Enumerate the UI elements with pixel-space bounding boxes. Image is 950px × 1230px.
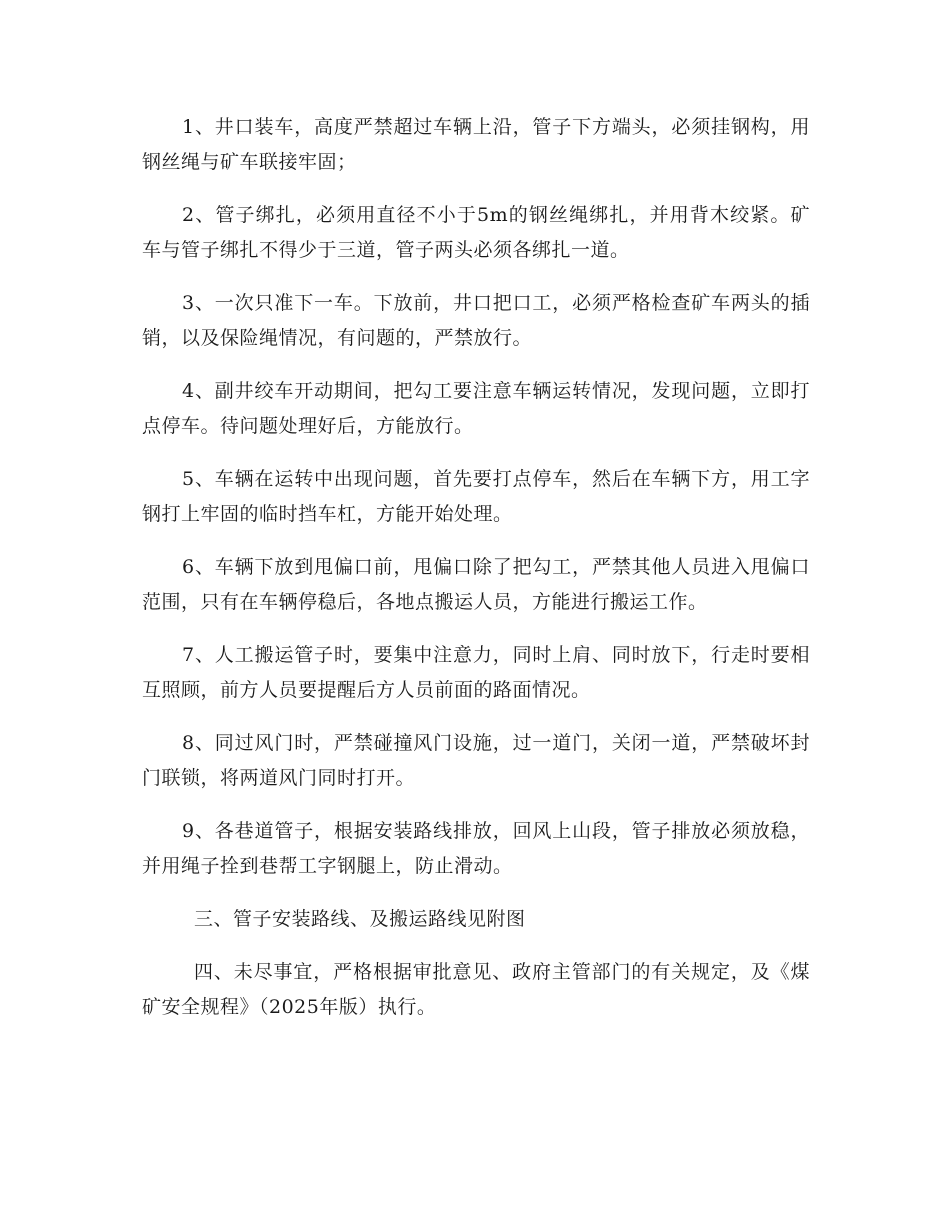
- rule-paragraph-8: 8、同过风门时，严禁碰撞风门设施，过一道门，关闭一道，严禁破坏封门联锁，将两道风门同时打开。: [142, 732, 810, 789]
- section-three-heading: 三、管子安装路线、及搬运路线见附图: [194, 908, 526, 930]
- rule-paragraph-3: 3、一次只准下一车。下放前，井口把口工，必须严格检查矿车两头的插销，以及保险绳情况，有问题的，严禁放行。: [142, 292, 810, 349]
- section-four-paragraph: 四、未尽事宜，严格根据审批意见、政府主管部门的有关规定，及《煤矿安全规程》（2025年版）执行。: [142, 961, 810, 1018]
- rule-paragraph-5: 5、车辆在运转中出现问题，首先要打点停车，然后在车辆下方，用工字钢打上牢固的临时挡车杠，方能开始处理。: [142, 468, 810, 525]
- rule-paragraph-6: 6、车辆下放到甩偏口前，甩偏口除了把勾工，严禁其他人员进入甩偏口范围，只有在车辆停稳后，各地点搬运人员，方能进行搬运工作。: [142, 556, 810, 613]
- rule-paragraph-4: 4、副井绞车开动期间，把勾工要注意车辆运转情况，发现问题，立即打点停车。待问题处理好后，方能放行。: [142, 380, 810, 437]
- rule-paragraph-1: 1、井口装车，高度严禁超过车辆上沿，管子下方端头，必须挂钢构，用钢丝绳与矿车联接牢固；: [142, 116, 810, 173]
- rule-paragraph-9: 9、各巷道管子，根据安装路线排放，回风上山段，管子排放必须放稳，并用绳子拴到巷帮工字钢腿上，防止滑动。: [142, 820, 810, 877]
- rule-paragraph-2: 2、管子绑扎，必须用直径不小于5m的钢丝绳绑扎，并用背木绞紧。矿车与管子绑扎不得少于三道，管子两头必须各绑扎一道。: [142, 204, 810, 261]
- document-body: [142, 110, 810, 1043]
- rule-paragraph-7: 7、人工搬运管子时，要集中注意力，同时上肩、同时放下，行走时要相互照顾，前方人员要提醒后方人员前面的路面情况。: [142, 644, 810, 701]
